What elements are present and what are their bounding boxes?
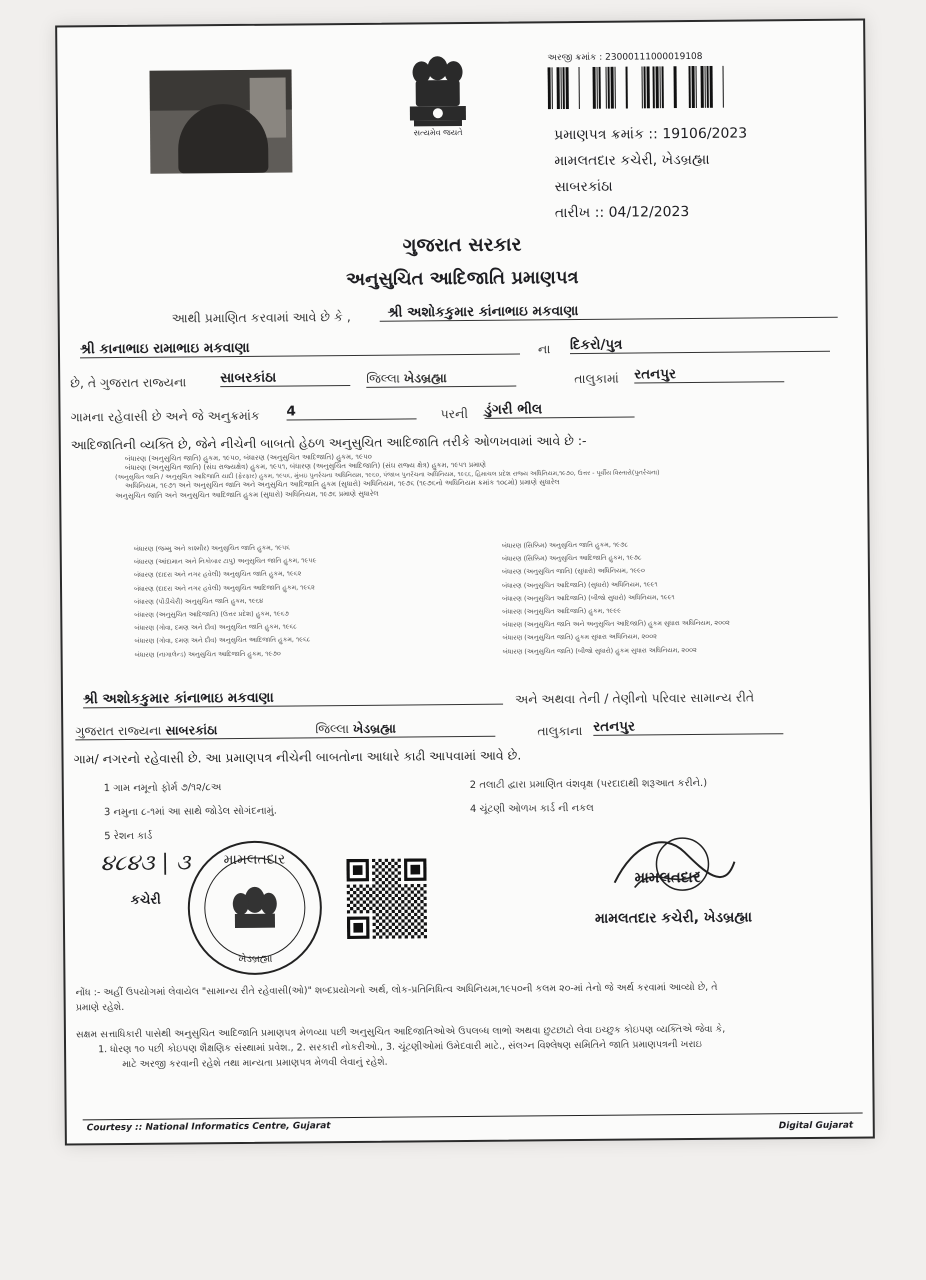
note-1 — [76, 979, 866, 1016]
government-title: ગુજરાત સરકાર — [402, 233, 522, 257]
basis-sentence: ગામ/ નગરનો રહેવાસી છે. આ પ્રમાણપત્ર નીચેની બાબતોના આધારે કાઢી આપવામાં આવે છે. — [73, 747, 522, 767]
orders-left-column — [134, 540, 475, 662]
office-district: સાબરકાંઠા — [554, 178, 613, 196]
order-line: બંધારણ (દાદરા અને નગર હવેલી) અનુસુચિત જાતિ હુકમ, ૧૯૬૨ — [133, 569, 302, 580]
footer-rule — [83, 1113, 863, 1121]
order-line: અધિનિયમ, ૧૯૭૧ અને અનુસુચિત જાતિ અને અનુસુચિત આદિજાતિ હુકમ (સુધારો) અધિનિયમ, ૧૯૭૬ (૧૯૭૬નો અધિનિયમ ક્રમાંક ૧૦૮મો) પ્રમાણે સુધારેલ — [125, 478, 560, 491]
order-line: અનુસુચિત જાતિ અને અનુસુચિત આદિજાતિ હુકમ (સુધારો) અધિનિયમ, ૧૯૭૬ પ્રમાણે સુધારેલ — [115, 489, 379, 500]
document-item: 5 રેશન કાર્ડ — [104, 830, 153, 843]
order-line: બંધારણ (અનુસુચિત જાતિ અને અનુસુચિત આદિજાતિ) હુકમ સુધારા અધિનિયમ, ૨૦૦૨ — [502, 618, 730, 629]
order-line: બંધારણ (અનુસુચિત આદિજાતિ) હુકમ, ૧૯૯૯ — [502, 606, 622, 616]
residence-village: રતનપુર — [593, 717, 783, 736]
seal-top-text: મામલતદાર — [223, 851, 286, 869]
cert-no-label: પ્રમાણપત્ર ક્રમાંક :: — [554, 126, 658, 144]
seal-bottom-text: ખેડબ્રહ્મા — [238, 953, 273, 965]
order-line: બંધારણ (અનુસુચિત જાતિ) (બીજો સુધારો) હુકમ સુધારા અધિનિયમ, ૨૦૦૨ — [502, 645, 697, 656]
order-line: બંધારણ (અનુસુચિત જાતિ) (સંઘ રાજ્યક્ષેત્ર) હુકમ, ૧૯૫૧, બંધારણ (અનુસુચિત આદિજાતિ) (સંઘ રાજ્ય ક્ષેત્ર) હુકમ, ૧૯૫૧ પ્રમાણે — [124, 461, 487, 473]
qr-code — [346, 858, 427, 939]
note-4-line: માટે અરજી કરવાની રહેશે તથા માન્યતા પ્રમાણપત્ર મેળવી લેવાનું રહેશે. — [122, 1057, 388, 1071]
signature-title: મામલતદાર — [634, 867, 701, 887]
order-line: બંધારણ (અનુસુચિત જાતિ) (સુધારો) અધિનિયમ, ૧૯૯૦ — [501, 566, 645, 577]
certify-label: આથી પ્રમાણિત કરવામાં આવે છે કે , — [171, 308, 351, 326]
father-name: શ્રી કાનાભાઇ રામાભાઇ મકવાણા — [80, 338, 520, 359]
order-line: બંધારણ (અનુસુચિત આદિજાતિ) (સુધારો) અધિનિયમ, ૧૯૯૧ — [501, 579, 658, 590]
order-line: બંધારણ (અનુસુચિત જાતિ) હુકમ સુધારા અધિનિયમ, ૨૦૦૨ — [502, 632, 657, 643]
date-label: તારીખ :: — [554, 204, 605, 222]
seal-side-text: કચેરી — [130, 892, 161, 908]
residence-district-label: જિલ્લા — [315, 721, 350, 737]
order-line: બંધારણ (અનુસુચિત આદિજાતિ) (ઉત્તર પ્રદેશ) હુકમ, ૧૯૬૭ — [134, 609, 289, 619]
cert-no-value: 19106/2023 — [662, 125, 748, 143]
orders-right-column — [502, 537, 863, 659]
applicant-photo — [150, 69, 293, 173]
certificate-sheet — [55, 18, 875, 1145]
residence-name: શ્રી અશોકકુમાર કાંનાભાઇ મકવાણા — [83, 688, 503, 709]
order-line: (અનુસુચિત જાતિ / અનુસુચિત આદિજાતિ યાદી (ફેરફાર) હુકમ, ૧૯૫૬, મુંબઇ પુનર્રચના અધિનિયમ, ૧૯૬૦, પંજાબ પુનર્રચના અધિનિયમ, ૧૯૬૬, હિમાચલ પ્રદેશ રાજ્ય અધિનિયમ,૧૯૭૦, ઉત્તર - પૂર્વીય વિસ્તારો(પુનર્રચના) — [115, 469, 660, 481]
footer-digital-gujarat: Digital Gujarat — [778, 1120, 854, 1132]
residence-taluka: ખેડબ્રહ્મા — [352, 720, 396, 736]
relation: દિકરો/પુત્ર — [570, 335, 830, 354]
village-value: રતનપુર — [634, 365, 784, 383]
barcode — [548, 66, 728, 110]
note-3-line: 1. ધોરણ ૧૦ પછી કોઇપણ શૈક્ષણિક સંસ્થામાં પ્રવેશ., 2. સરકારી નોકરીઓ., 3. ચૂંટણીઓમાં ઉમેદવારી માટે., સંલગ્ન વિશ્લેષણ સમિતિને જાતિ પ્રમાણપત્રની ખરાઇ — [98, 1039, 702, 1056]
taluka-label: તાલુકામાં — [574, 370, 619, 387]
residence-state-row — [75, 720, 495, 741]
note-2-line: સક્ષમ સત્તાધિકારી પાસેથી અનુસુચિત આદિજાતિ પ્રમાણપત્ર મેળવ્યા પછી અનુસુચિત આદિજાતિઓએ ઉપલબ્ધ લાભો અથવા છુટછાટો લેવા ઇચ્છુક કોઇપણ વ્યક્તિએ જેવા કે, — [75, 1023, 726, 1041]
officer-signature-icon — [604, 832, 745, 903]
document-item: 2 તલાટી દ્વારા પ્રમાણિત વંશવૃક્ષ (પરદાદાથી શરૂઆત કરીને.) — [469, 777, 708, 791]
order-line: બંધારણ (નાગાલેન્ડ) અનુસુચિત આદિજાતિ હુકમ, ૧૯૭૦ — [134, 649, 281, 659]
order-line: બંધારણ (ગોવા, દમણ અને દીવ) અનુસુચિત જાતિ હુકમ, ૧૯૬૮ — [134, 622, 297, 633]
handwritten-inward-number: ૪૮૪૩ | ૩ — [100, 850, 191, 877]
order-line: બંધારણ (જમ્મુ અને કાશ્મીર) અનુસુચિત જાતિ હુકમ, ૧૯૫૬ — [133, 543, 290, 553]
na-label: ના — [537, 341, 551, 357]
order-line: બંધારણ (આંદામાન અને નિકોબાર ટાપુ) અનુસુચિત જાતિ હુકમ, ૧૯૫૯ — [133, 556, 317, 567]
orders-top — [115, 449, 865, 502]
residence-state-label: ગુજરાત રાજ્યના — [75, 722, 162, 739]
tribe-sentence: આદિજાતિની વ્યક્તિ છે, જેને નીચેની બાબતો હેઠળ અનુસુચિત આદિજાતિ તરીકે ઓળખવામાં આવે છે :- — [70, 432, 587, 453]
document-item: 1 ગામ નમૂનો ફોર્મ ૭/૧૨/૮અ — [103, 782, 222, 795]
residence-district: સાબરકાંઠા — [165, 722, 218, 738]
certificate-number-row — [554, 126, 747, 144]
date-value: 04/12/2023 — [608, 204, 690, 221]
order-line: બંધારણ (ગોવા, દમણ અને દીવ) અનુસુચિત આદિજાતિ હુકમ, ૧૯૬૮ — [134, 635, 311, 646]
village-resident-label: ગામના રહેવાસી છે અને જે અનુક્રમાંક — [70, 407, 260, 425]
footer-courtesy: Courtesy :: National Informatics Centre, Gujarat — [86, 1121, 331, 1134]
order-line: બંધારણ (અનુસુચિત જાતિ) હુકમ, ૧૯૫૦, બંધારણ (અનુસુચિત આદિજાતિ) હુકમ, ૧૯૫૦ — [124, 452, 372, 463]
district-label: જિલ્લા — [366, 370, 400, 386]
office-seal-icon — [184, 837, 325, 978]
residence-taluka-label: તાલુકાના — [537, 722, 583, 739]
serial-number: 4 — [286, 402, 416, 420]
tribe-name: ડુંગરી ભીલ — [484, 401, 634, 419]
order-line: બંધારણ (સિક્કિમ) અનુસુચિત આદિજાતિ હુકમ, ૧૯૭૮ — [501, 553, 642, 563]
order-line: બંધારણ (દાદરા અને નગર હવેલી) અનુસુચિત આદિજાતિ હુકમ, ૧૯૬૨ — [134, 582, 315, 593]
document-item: 3 નમુના ૮-૧માં આ સાથે જોડેલ સોગંદનામું. — [103, 805, 277, 819]
office-name: મામલતદાર કચેરી, ખેડબ્રહ્મા — [554, 151, 710, 170]
taluka-value: ખેડબ્રહ્મા — [403, 370, 447, 386]
state-label: છે, તે ગુજરાત રાજ્યના — [70, 374, 187, 391]
district-row — [366, 370, 516, 388]
document-item: 4 ચૂંટણી ઓળખ કાર્ડ ની નકલ — [469, 802, 594, 815]
applicant-name: શ્રી અશોકકુમાર કાંનાભાઇ મકવાણા — [380, 301, 838, 322]
tribe-label: પરની — [440, 405, 469, 422]
order-line: બંધારણ (સિક્કિમ) અનુસુચિત જાતિ હુકમ, ૧૯૭૮ — [501, 540, 629, 550]
order-line: બંધારણ (પોંડીચેરી) અનુસુચિત જાતિ હુકમ, ૧૯૬૪ — [134, 596, 264, 606]
signature-caption: મામલતદાર કચેરી, ખેડબ્રહ્મા — [594, 909, 753, 927]
note-1-cont: પ્રમાણે રહેશે. — [75, 1002, 125, 1014]
note-1-line: નોંધ :- અહીં ઉપયોગમાં લેવાયેલ "સામાન્ય રીતે રહેવાસી(ઓ)" શબ્દપ્રયોગનો અર્થ, લોક-પ્રતિનિધિત્વ અધિનિયમ,૧૯૫૦ની કલમ ૨૦-માં તેનો જે અર્થ કરવામાં આવ્યો છે, તે — [75, 981, 718, 999]
application-number: અરજી ક્રમાંક : 23000111000019108 — [547, 51, 703, 64]
date-row — [555, 204, 690, 221]
order-line: બંધારણ (અનુસુચિત આદિજાતિ) (બીજો સુધારો) અધિનિયમ, ૧૯૯૧ — [502, 592, 675, 603]
emblem-caption: સત્યમેવ જયતે — [413, 128, 463, 138]
family-label: અને અથવા તેની / તેણીનો પરિવાર સામાન્ય રીતે — [514, 689, 755, 707]
certificate-title: અનુસુચિત આદિજાતિ પ્રમાણપત્ર — [346, 266, 579, 291]
district-value: સાબરકાંઠા — [220, 369, 350, 387]
note-2 — [76, 1021, 866, 1073]
